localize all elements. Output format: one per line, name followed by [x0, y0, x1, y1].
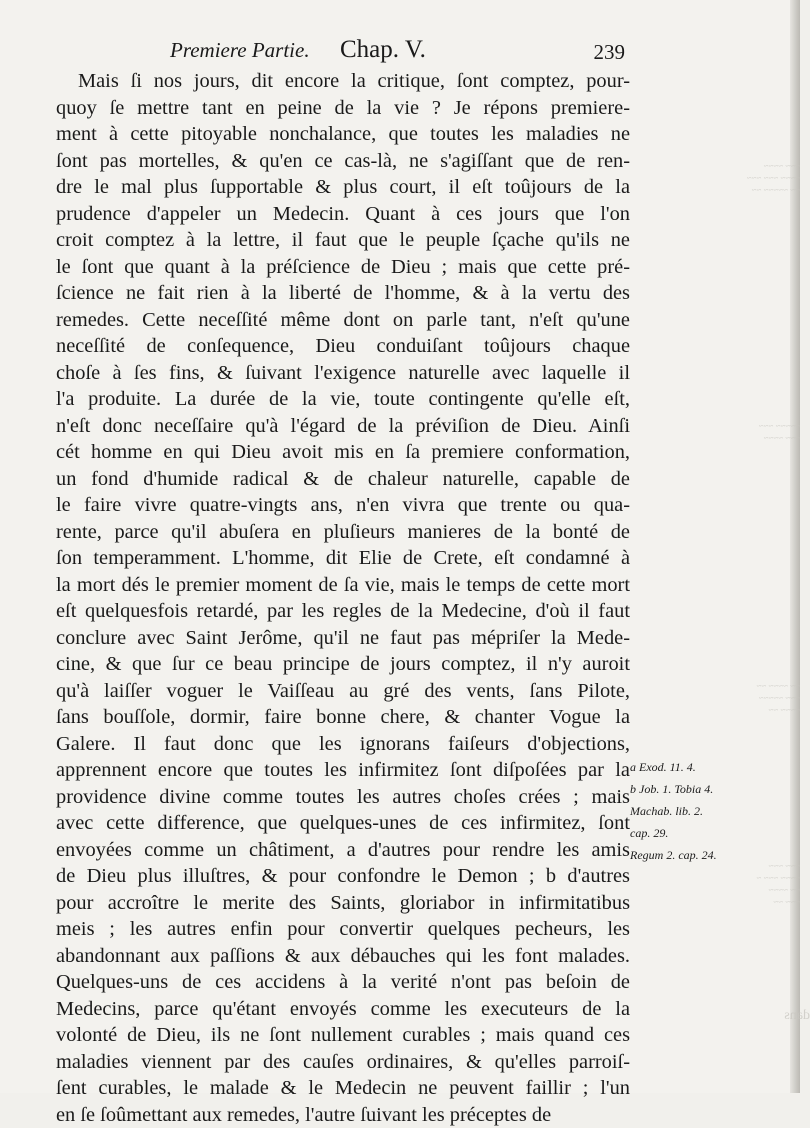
text-line: de Dieu plus illuſtres, & pour confondre le Demon ; b d'autres [56, 863, 630, 890]
text-line: cét homme en qui Dieu avoit mis en ſa premiere conformation, [56, 439, 630, 466]
text-line: volonté de Dieu, ils ne ſont nullement curables ; mais quand ces [56, 1022, 630, 1049]
text-line: en ſe ſoûmettant aux remedes, l'autre ſuivant les préceptes de [56, 1102, 630, 1128]
text-line: envoyées comme un châtiment, a d'autres pour rendre les amis [56, 837, 630, 864]
page-number: 239 [594, 40, 626, 65]
text-line: l'a produite. La durée de la vie, toute contingente qu'elle eſt, [56, 386, 630, 413]
text-line: remedes. Cette neceſſité même dont on parle tant, n'eſt qu'une [56, 307, 630, 334]
text-line: le faire vivre quatre-vingts ans, n'en vivra que trente ou qua- [56, 492, 630, 519]
running-header [170, 38, 625, 72]
text-line: quoy ſe mettre tant en peine de la vie ? Je répons premiere- [56, 95, 630, 122]
margin-note: Regum 2. cap. 24. [630, 844, 795, 866]
text-line: rente, parce qu'il abuſera en pluſieurs manieres de la bonté de [56, 519, 630, 546]
text-line: pour accroître le merite des Saints, gloriabor in infirmitatibus [56, 890, 630, 917]
bleed-through-text: ~~~ ~~~~ ~~~~ ~~~ ~~~ ~~ ~~~~~ ~~ [690, 160, 800, 196]
text-line: Galere. Il faut donc que les ignorans faiſeurs d'objections, [56, 731, 630, 758]
text-line: un fond d'humide radical & de chaleur naturelle, capable de [56, 466, 630, 493]
text-line: eſt quelquesfois retardé, par les regles de la Medecine, d'où il faut [56, 598, 630, 625]
bleed-through-text: ~~~ ~~~ ~~~~ ~~~ ~ ~~ ~~~~ ~~~ ~~ [690, 860, 800, 908]
text-line: apprennent encore que toutes les infirmitez ſont diſpoſées par la [56, 757, 630, 784]
text-line: prudence d'appeler un Medecin. Quant à ces jours que l'on [56, 201, 630, 228]
margin-note: Machab. lib. 2. [630, 800, 795, 822]
text-line: meis ; les autres enfin pour convertir quelques pecheurs, les [56, 916, 630, 943]
margin-notes [630, 756, 795, 866]
text-line: Mais ſi nos jours, dit encore la critique, ſont comptez, pour- [56, 68, 630, 95]
text-line: ſent curables, le malade & le Medecin ne peuvent faillir ; l'un [56, 1075, 630, 1102]
text-line: avec cette difference, que quelques-unes de ces infirmitez, ſont [56, 810, 630, 837]
text-line: ſans bouſſole, dormir, faire bonne chere, & chanter Vogue la [56, 704, 630, 731]
catchword: dans [700, 1010, 810, 1022]
margin-note: a Exod. 11. 4. [630, 756, 795, 778]
text-line: la mort dés le premier moment de ſa vie, mais le temps de cette mort [56, 572, 630, 599]
text-line: conclure avec Saint Jerôme, qu'il ne faut pas mépriſer la Mede- [56, 625, 630, 652]
margin-note: b Job. 1. Tobia 4. [630, 778, 795, 800]
text-line: croit comptez à la lettre, il faut que le peuple ſçache qu'ils ne [56, 227, 630, 254]
text-line: maladies viennent par des cauſes ordinaires, & qu'elles parroiſ- [56, 1049, 630, 1076]
text-line: neceſſité de conſequence, Dieu conduiſant toûjours chaque [56, 333, 630, 360]
text-line: le ſont que quant à la préſcience de Dieu ; mais que cette pré- [56, 254, 630, 281]
text-line: Quelques-uns de ces accidens à la verité n'ont pas beſoin de [56, 969, 630, 996]
text-line: ſon temperamment. L'homme, dit Elie de Crete, eſt condamné à [56, 545, 630, 572]
bleed-through-text: ~~~~~ ~~~ ~~~ ~~~~ [690, 420, 800, 444]
text-line: n'eſt donc neceſſaire qu'à l'égard de la préviſion de Dieu. Ainſi [56, 413, 630, 440]
text-line: ſcience ne fait rien à la liberté de l'homme, & à la vertu des [56, 280, 630, 307]
text-line: Medecins, parce qu'étant envoyés comme les executeurs de la [56, 996, 630, 1023]
text-line: qu'à laiſſer voguer le Vaiſſeau au gré des vents, ſans Pilote, [56, 678, 630, 705]
text-line: ſont pas mortelles, & qu'en ce cas-là, ne s'agiſſant que de ren- [56, 148, 630, 175]
text-line: cine, & que ſur ce beau principe de jours comptez, il n'y auroit [56, 651, 630, 678]
bleed-through-text: ~~ ~~~~ ~~ ~~~ ~~~~~ ~~~~ ~~ [690, 680, 800, 716]
text-line: dre le mal plus ſupportable & plus court, il eſt toûjours de la [56, 174, 630, 201]
part-title: Premiere Partie. [170, 38, 310, 63]
text-line: providence divine comme toutes les autres choſes crées ; mais [56, 784, 630, 811]
text-line: choſe à ſes fins, & ſuivant l'exigence naturelle avec laquelle il [56, 360, 630, 387]
chapter-title: Chap. V. [340, 36, 426, 64]
body-text [56, 68, 630, 1128]
text-line: abandonnant aux paſſions & aux débauches qui les font malades. [56, 943, 630, 970]
margin-note: cap. 29. [630, 822, 795, 844]
text-line: ment à cette pitoyable nonchalance, que toutes les maladies ne [56, 121, 630, 148]
